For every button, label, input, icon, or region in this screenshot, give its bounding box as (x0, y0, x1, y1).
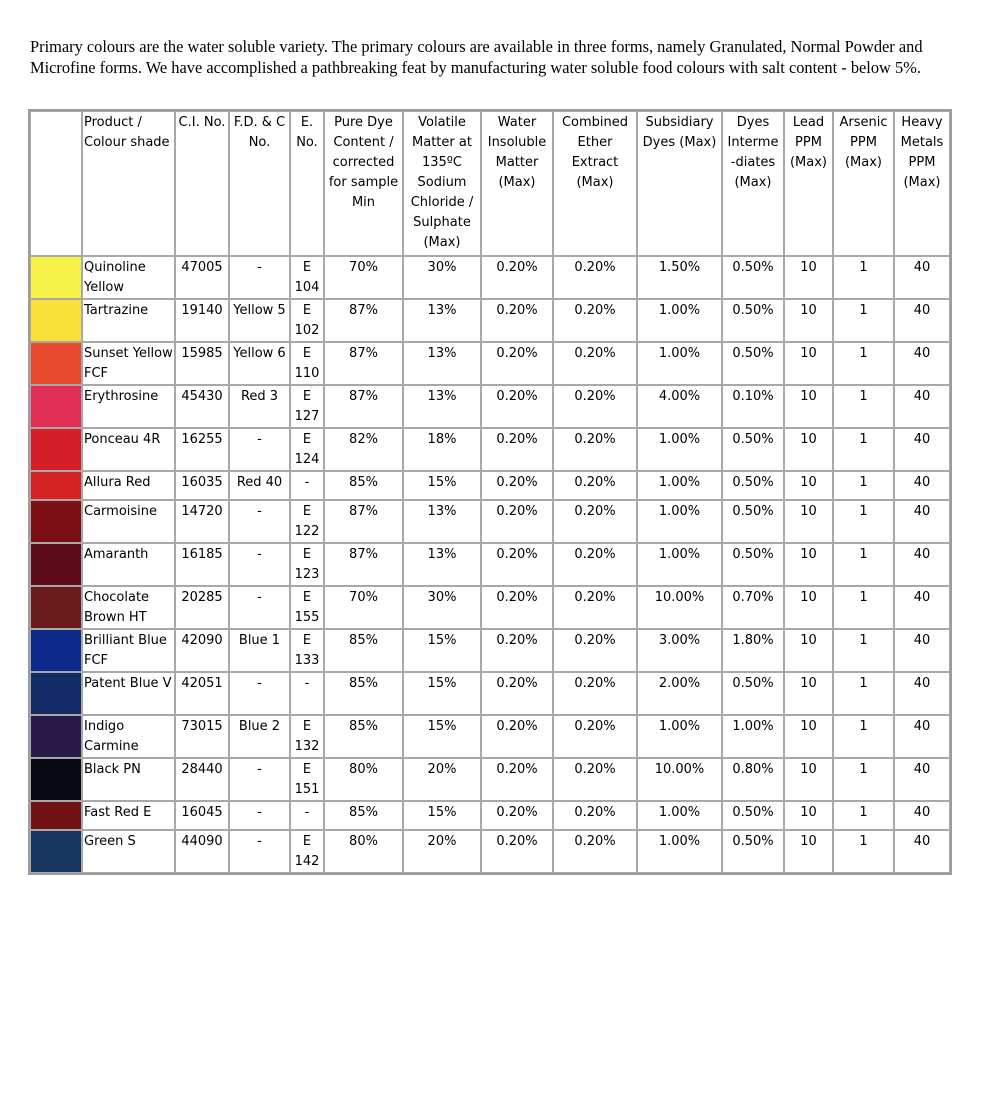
cell-lead: 10 (784, 830, 833, 873)
table-row (30, 830, 950, 873)
cell-pure-dye: 87% (324, 385, 403, 428)
colour-swatch (30, 758, 82, 801)
colour-swatch (30, 801, 82, 830)
table-row (30, 471, 950, 500)
cell-pure-dye: 80% (324, 830, 403, 873)
colour-swatch (30, 715, 82, 758)
header-intermediates: Dyes Interme -diates (Max) (722, 111, 784, 256)
cell-arsenic: 1 (833, 629, 894, 672)
cell-subsidiary: 1.00% (637, 342, 722, 385)
cell-volatile: 13% (403, 342, 481, 385)
cell-lead: 10 (784, 471, 833, 500)
cell-product: Green S (82, 830, 175, 873)
cell-arsenic: 1 (833, 672, 894, 715)
cell-arsenic: 1 (833, 801, 894, 830)
cell-subsidiary: 10.00% (637, 586, 722, 629)
cell-water-insoluble: 0.20% (481, 342, 553, 385)
table-row (30, 299, 950, 342)
cell-intermediates: 0.10% (722, 385, 784, 428)
table-row (30, 428, 950, 471)
cell-product: Black PN (82, 758, 175, 801)
cell-water-insoluble: 0.20% (481, 299, 553, 342)
header-water-insoluble: Water Insoluble Matter (Max) (481, 111, 553, 256)
cell-e-no: E 155 (290, 586, 324, 629)
cell-volatile: 30% (403, 586, 481, 629)
cell-ether-extract: 0.20% (553, 471, 637, 500)
cell-pure-dye: 87% (324, 500, 403, 543)
cell-pure-dye: 82% (324, 428, 403, 471)
cell-heavy-metals: 40 (894, 471, 950, 500)
cell-pure-dye: 87% (324, 342, 403, 385)
cell-fdc-no: - (229, 543, 290, 586)
cell-intermediates: 0.50% (722, 500, 784, 543)
cell-lead: 10 (784, 758, 833, 801)
header-ci-no: C.I. No. (175, 111, 229, 256)
cell-subsidiary: 1.00% (637, 543, 722, 586)
header-heavy-metals: Heavy Metals PPM (Max) (894, 111, 950, 256)
cell-product: Ponceau 4R (82, 428, 175, 471)
table-row (30, 385, 950, 428)
cell-fdc-no: Blue 2 (229, 715, 290, 758)
cell-ether-extract: 0.20% (553, 586, 637, 629)
cell-fdc-no: - (229, 500, 290, 543)
cell-fdc-no: - (229, 801, 290, 830)
table-row (30, 758, 950, 801)
cell-ci-no: 42090 (175, 629, 229, 672)
cell-volatile: 13% (403, 385, 481, 428)
cell-heavy-metals: 40 (894, 758, 950, 801)
cell-pure-dye: 87% (324, 299, 403, 342)
header-volatile: Volatile Matter at 135ºC Sodium Chloride / Sulphate (Max) (403, 111, 481, 256)
cell-fdc-no: Red 3 (229, 385, 290, 428)
cell-ci-no: 15985 (175, 342, 229, 385)
cell-heavy-metals: 40 (894, 830, 950, 873)
cell-heavy-metals: 40 (894, 629, 950, 672)
cell-arsenic: 1 (833, 586, 894, 629)
cell-volatile: 20% (403, 830, 481, 873)
cell-product: Patent Blue V (82, 672, 175, 715)
cell-heavy-metals: 40 (894, 428, 950, 471)
cell-e-no: - (290, 471, 324, 500)
cell-ether-extract: 0.20% (553, 672, 637, 715)
cell-fdc-no: Red 40 (229, 471, 290, 500)
colour-swatch (30, 500, 82, 543)
cell-water-insoluble: 0.20% (481, 543, 553, 586)
cell-water-insoluble: 0.20% (481, 428, 553, 471)
cell-intermediates: 0.50% (722, 299, 784, 342)
cell-subsidiary: 1.00% (637, 830, 722, 873)
cell-product: Fast Red E (82, 801, 175, 830)
cell-subsidiary: 1.00% (637, 428, 722, 471)
cell-subsidiary: 1.50% (637, 256, 722, 299)
cell-water-insoluble: 0.20% (481, 500, 553, 543)
cell-subsidiary: 10.00% (637, 758, 722, 801)
cell-ether-extract: 0.20% (553, 342, 637, 385)
cell-ci-no: 16185 (175, 543, 229, 586)
cell-intermediates: 0.50% (722, 471, 784, 500)
cell-lead: 10 (784, 500, 833, 543)
cell-product: Sunset Yellow FCF (82, 342, 175, 385)
cell-e-no: E 133 (290, 629, 324, 672)
cell-water-insoluble: 0.20% (481, 471, 553, 500)
table-row (30, 586, 950, 629)
table-row (30, 801, 950, 830)
colour-swatch (30, 342, 82, 385)
cell-e-no: E 123 (290, 543, 324, 586)
cell-volatile: 15% (403, 629, 481, 672)
colour-swatch (30, 672, 82, 715)
cell-ether-extract: 0.20% (553, 629, 637, 672)
header-e-no: E. No. (290, 111, 324, 256)
cell-heavy-metals: 40 (894, 299, 950, 342)
colour-swatch (30, 385, 82, 428)
cell-intermediates: 0.50% (722, 801, 784, 830)
cell-heavy-metals: 40 (894, 586, 950, 629)
cell-ether-extract: 0.20% (553, 715, 637, 758)
table-row (30, 629, 950, 672)
cell-subsidiary: 1.00% (637, 715, 722, 758)
cell-product: Chocolate Brown HT (82, 586, 175, 629)
cell-volatile: 15% (403, 715, 481, 758)
cell-pure-dye: 70% (324, 586, 403, 629)
cell-volatile: 13% (403, 543, 481, 586)
header-pure-dye: Pure Dye Content / corrected for sample Min (324, 111, 403, 256)
cell-subsidiary: 4.00% (637, 385, 722, 428)
colour-spec-table (28, 109, 952, 875)
cell-ci-no: 73015 (175, 715, 229, 758)
cell-fdc-no: - (229, 672, 290, 715)
cell-e-no: E 110 (290, 342, 324, 385)
cell-arsenic: 1 (833, 500, 894, 543)
cell-e-no: - (290, 801, 324, 830)
cell-fdc-no: Yellow 6 (229, 342, 290, 385)
cell-water-insoluble: 0.20% (481, 758, 553, 801)
cell-pure-dye: 70% (324, 256, 403, 299)
colour-swatch (30, 586, 82, 629)
colour-swatch (30, 428, 82, 471)
cell-water-insoluble: 0.20% (481, 256, 553, 299)
cell-ether-extract: 0.20% (553, 428, 637, 471)
cell-volatile: 15% (403, 471, 481, 500)
cell-ether-extract: 0.20% (553, 299, 637, 342)
cell-product: Erythrosine (82, 385, 175, 428)
cell-product: Indigo Carmine (82, 715, 175, 758)
cell-ci-no: 20285 (175, 586, 229, 629)
cell-intermediates: 0.50% (722, 830, 784, 873)
cell-ci-no: 14720 (175, 500, 229, 543)
header-row (30, 111, 950, 256)
cell-ether-extract: 0.20% (553, 256, 637, 299)
cell-volatile: 30% (403, 256, 481, 299)
cell-product: Carmoisine (82, 500, 175, 543)
cell-e-no: E 104 (290, 256, 324, 299)
cell-pure-dye: 85% (324, 471, 403, 500)
table-row (30, 256, 950, 299)
cell-product: Quinoline Yellow (82, 256, 175, 299)
cell-fdc-no: Blue 1 (229, 629, 290, 672)
cell-intermediates: 0.50% (722, 256, 784, 299)
cell-subsidiary: 3.00% (637, 629, 722, 672)
cell-e-no: E 102 (290, 299, 324, 342)
cell-heavy-metals: 40 (894, 801, 950, 830)
cell-heavy-metals: 40 (894, 672, 950, 715)
cell-lead: 10 (784, 299, 833, 342)
cell-fdc-no: - (229, 758, 290, 801)
cell-heavy-metals: 40 (894, 715, 950, 758)
cell-fdc-no: Yellow 5 (229, 299, 290, 342)
header-arsenic: Arsenic PPM (Max) (833, 111, 894, 256)
table-row (30, 715, 950, 758)
cell-subsidiary: 1.00% (637, 471, 722, 500)
cell-pure-dye: 85% (324, 672, 403, 715)
cell-heavy-metals: 40 (894, 500, 950, 543)
cell-volatile: 18% (403, 428, 481, 471)
header-subsidiary: Subsidiary Dyes (Max) (637, 111, 722, 256)
cell-pure-dye: 85% (324, 715, 403, 758)
cell-intermediates: 0.50% (722, 342, 784, 385)
cell-fdc-no: - (229, 428, 290, 471)
cell-lead: 10 (784, 715, 833, 758)
cell-fdc-no: - (229, 256, 290, 299)
cell-arsenic: 1 (833, 758, 894, 801)
cell-arsenic: 1 (833, 342, 894, 385)
cell-pure-dye: 80% (324, 758, 403, 801)
cell-water-insoluble: 0.20% (481, 830, 553, 873)
cell-arsenic: 1 (833, 385, 894, 428)
cell-intermediates: 0.50% (722, 672, 784, 715)
cell-heavy-metals: 40 (894, 543, 950, 586)
cell-water-insoluble: 0.20% (481, 629, 553, 672)
cell-heavy-metals: 40 (894, 256, 950, 299)
cell-e-no: E 127 (290, 385, 324, 428)
header-swatch (30, 111, 82, 256)
cell-ether-extract: 0.20% (553, 830, 637, 873)
cell-volatile: 15% (403, 672, 481, 715)
colour-swatch (30, 471, 82, 500)
cell-intermediates: 1.00% (722, 715, 784, 758)
cell-subsidiary: 1.00% (637, 801, 722, 830)
cell-water-insoluble: 0.20% (481, 672, 553, 715)
cell-heavy-metals: 40 (894, 342, 950, 385)
intro-paragraph: Primary colours are the water soluble variety. The primary colours are available in three forms, namely Granulated, Normal Powder and Microfine forms. We have accomplished a pathbreaking feat by manufacturing water soluble food colours with salt content - below 5%. (30, 37, 923, 77)
colour-swatch (30, 629, 82, 672)
cell-arsenic: 1 (833, 299, 894, 342)
cell-arsenic: 1 (833, 471, 894, 500)
cell-e-no: E 142 (290, 830, 324, 873)
cell-product: Tartrazine (82, 299, 175, 342)
cell-arsenic: 1 (833, 428, 894, 471)
cell-intermediates: 0.50% (722, 428, 784, 471)
header-fdc-no: F.D. & C No. (229, 111, 290, 256)
cell-product: Allura Red (82, 471, 175, 500)
table-row (30, 500, 950, 543)
cell-ci-no: 45430 (175, 385, 229, 428)
cell-water-insoluble: 0.20% (481, 586, 553, 629)
cell-lead: 10 (784, 385, 833, 428)
cell-lead: 10 (784, 586, 833, 629)
cell-lead: 10 (784, 672, 833, 715)
cell-arsenic: 1 (833, 715, 894, 758)
colour-swatch (30, 256, 82, 299)
cell-e-no: E 151 (290, 758, 324, 801)
colour-swatch (30, 830, 82, 873)
cell-lead: 10 (784, 801, 833, 830)
cell-ci-no: 16255 (175, 428, 229, 471)
cell-lead: 10 (784, 256, 833, 299)
cell-e-no: - (290, 672, 324, 715)
cell-e-no: E 124 (290, 428, 324, 471)
cell-volatile: 13% (403, 500, 481, 543)
cell-product: Amaranth (82, 543, 175, 586)
cell-subsidiary: 1.00% (637, 299, 722, 342)
cell-pure-dye: 85% (324, 629, 403, 672)
cell-ci-no: 47005 (175, 256, 229, 299)
cell-intermediates: 1.80% (722, 629, 784, 672)
header-ether-extract: Combined Ether Extract (Max) (553, 111, 637, 256)
cell-e-no: E 122 (290, 500, 324, 543)
cell-water-insoluble: 0.20% (481, 385, 553, 428)
cell-ci-no: 16035 (175, 471, 229, 500)
cell-intermediates: 0.70% (722, 586, 784, 629)
cell-ether-extract: 0.20% (553, 801, 637, 830)
cell-pure-dye: 85% (324, 801, 403, 830)
cell-e-no: E 132 (290, 715, 324, 758)
cell-arsenic: 1 (833, 543, 894, 586)
cell-volatile: 20% (403, 758, 481, 801)
cell-ci-no: 28440 (175, 758, 229, 801)
cell-subsidiary: 2.00% (637, 672, 722, 715)
cell-intermediates: 0.50% (722, 543, 784, 586)
cell-water-insoluble: 0.20% (481, 715, 553, 758)
cell-lead: 10 (784, 629, 833, 672)
cell-ether-extract: 0.20% (553, 543, 637, 586)
cell-volatile: 15% (403, 801, 481, 830)
cell-arsenic: 1 (833, 830, 894, 873)
cell-ci-no: 19140 (175, 299, 229, 342)
table-row (30, 543, 950, 586)
cell-ether-extract: 0.20% (553, 385, 637, 428)
cell-ether-extract: 0.20% (553, 500, 637, 543)
cell-ether-extract: 0.20% (553, 758, 637, 801)
table-row (30, 342, 950, 385)
table-row (30, 672, 950, 715)
cell-ci-no: 16045 (175, 801, 229, 830)
cell-pure-dye: 87% (324, 543, 403, 586)
header-product: Product / Colour shade (82, 111, 175, 256)
cell-lead: 10 (784, 428, 833, 471)
cell-volatile: 13% (403, 299, 481, 342)
cell-heavy-metals: 40 (894, 385, 950, 428)
cell-fdc-no: - (229, 830, 290, 873)
cell-subsidiary: 1.00% (637, 500, 722, 543)
colour-swatch (30, 543, 82, 586)
cell-lead: 10 (784, 342, 833, 385)
cell-intermediates: 0.80% (722, 758, 784, 801)
cell-ci-no: 42051 (175, 672, 229, 715)
cell-arsenic: 1 (833, 256, 894, 299)
cell-fdc-no: - (229, 586, 290, 629)
cell-lead: 10 (784, 543, 833, 586)
colour-swatch (30, 299, 82, 342)
cell-ci-no: 44090 (175, 830, 229, 873)
header-lead: Lead PPM (Max) (784, 111, 833, 256)
cell-water-insoluble: 0.20% (481, 801, 553, 830)
cell-product: Brilliant Blue FCF (82, 629, 175, 672)
